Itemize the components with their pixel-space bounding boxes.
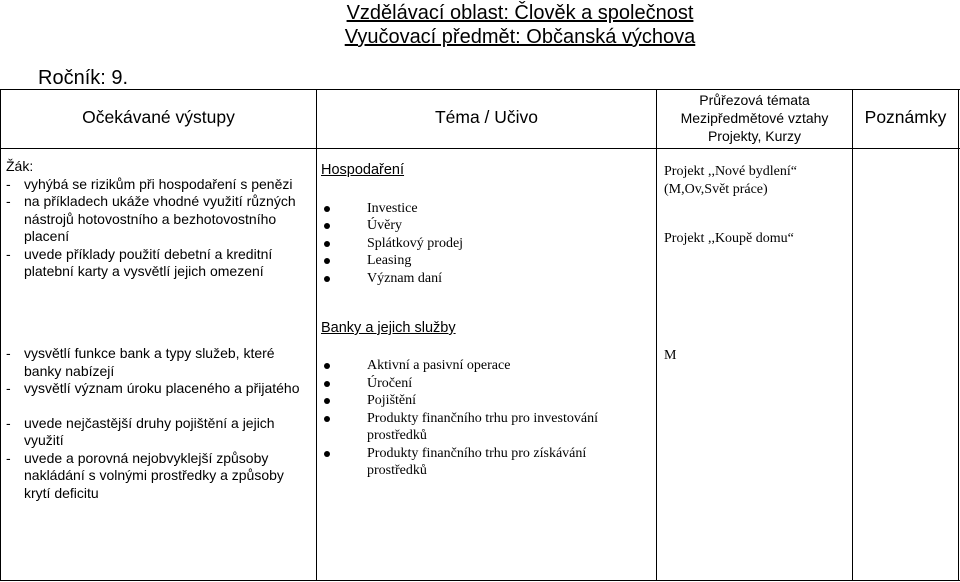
list-item: Splátkový prodej — [321, 235, 651, 253]
subject-title: Vyučovací předmět: Občanská výchova — [344, 26, 696, 48]
list-item: Aktivní a pasivní operace — [321, 357, 621, 375]
row1-student-lead: Žák: — [6, 158, 34, 174]
column-divider-1 — [316, 89, 317, 581]
list-item: Význam daní — [321, 270, 651, 288]
row1-outcomes — [6, 158, 311, 281]
column-divider-3 — [852, 89, 853, 581]
column-divider-2 — [656, 89, 657, 581]
row2-cross: M — [664, 348, 677, 363]
grade-label: Ročník: 9. — [38, 67, 129, 89]
header-notes: Poznámky — [864, 107, 947, 127]
list-item: - uvede příklady použití debetní a kreditní platební karty a vysvětlí jejich omezení — [6, 245, 273, 279]
list-item: Pojištění — [321, 392, 621, 410]
header-cross-curricular — [657, 91, 852, 145]
list-item: - uvede nejčastější druhy pojištění a jejich využití — [6, 414, 275, 448]
row2-outcome-list — [6, 345, 311, 502]
header-topic: Téma / Učivo — [434, 107, 539, 127]
list-item: - vysvětlí funkce bank a typy služeb, které banky nabízejí — [6, 345, 275, 379]
row1-topic-title: Hospodaření — [321, 162, 405, 178]
list-item: Úvěry — [321, 217, 651, 235]
row1-outcome-list — [6, 176, 311, 281]
row1-topic-list — [321, 200, 651, 288]
table-border-left — [0, 89, 1, 581]
list-item: - na příkladech ukáže vhodné využití různých nástrojů hotovostního a bezhotovostního placení — [6, 193, 296, 244]
table-border-top — [0, 89, 960, 90]
table-border-bottom — [0, 580, 960, 581]
area-title: Vzdělávací oblast: Člověk a společnost — [346, 2, 694, 24]
header-cross-line3: Projekty, Kurzy — [707, 128, 802, 144]
project-new-housing-detail: (M,Ov,Svět práce) — [664, 181, 768, 197]
row2-topic-list — [321, 357, 621, 480]
project-new-housing: Projekt ,,Nové bydlení“ — [664, 164, 797, 179]
list-item: - vysvětlí význam úroku placeného a přijatého — [6, 380, 300, 396]
header-outcomes: Očekávané výstupy — [82, 107, 235, 127]
row2-topic — [321, 357, 621, 480]
list-item: Produkty finančního trhu pro získávání prostředků — [321, 445, 621, 480]
header-cross-line2: Mezipředmětové vztahy — [680, 110, 829, 126]
row2-outcomes — [6, 345, 311, 502]
list-item: Leasing — [321, 252, 651, 270]
list-item: - vyhýbá se rizikům při hospodaření s penězi — [6, 175, 293, 192]
list-item: Úročení — [321, 375, 621, 393]
row1-cross — [664, 163, 849, 248]
row2-topic-title: Banky a jejich služby — [321, 320, 456, 336]
header-cross-line1: Průřezová témata — [699, 92, 810, 108]
table-border-right — [958, 89, 959, 581]
list-item: - uvede a porovná nejobvyklejší způsoby nakládání s volnými prostředky a způsoby krytí deficitu — [6, 449, 284, 501]
list-item: Produkty finančního trhu pro investování prostředků — [321, 410, 621, 445]
project-house-purchase: Projekt ,,Koupě domu“ — [664, 231, 794, 246]
row1-topic — [321, 162, 651, 287]
table-header-divider — [0, 148, 960, 149]
list-item: Investice — [321, 200, 651, 218]
